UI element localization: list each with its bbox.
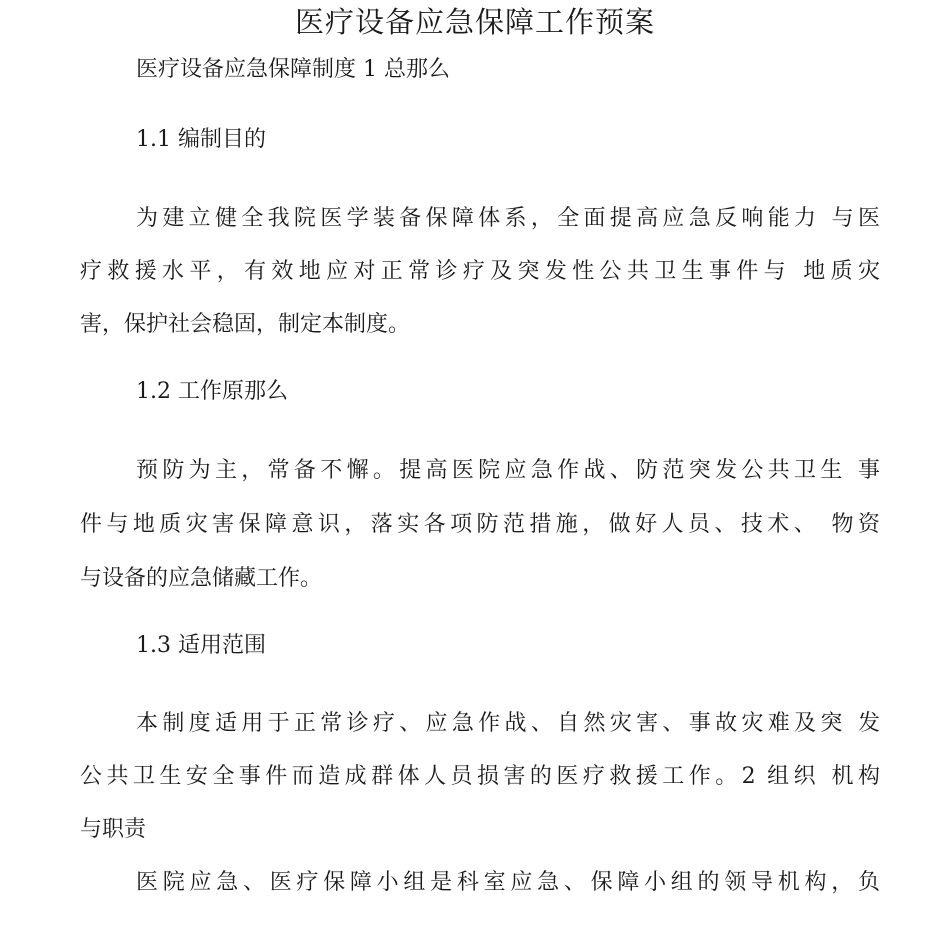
section-heading-1-2: 1.2 工作原那么 (136, 379, 288, 404)
paragraph-line: 为建立健全我院医学装备保障体系，全面提高应急反响能力 与医 (136, 206, 880, 231)
paragraph-line: 与设备的应急储藏工作。 (80, 566, 323, 591)
paragraph-line: 与职责 (80, 817, 147, 842)
section-heading-1-3: 1.3 适用范围 (136, 633, 266, 658)
paragraph-line: 件与地质灾害保障意识，落实各项防范措施，做好人员、技术、 物资 (80, 512, 880, 537)
paragraph-line: 本制度适用于正常诊疗、应急作战、自然灾害、事故灾难及突 发 (136, 711, 880, 736)
section-heading-1: 医疗设备应急保障制度 1 总那么 (136, 57, 450, 82)
section-heading-1-1: 1.1 编制目的 (136, 127, 266, 152)
paragraph-line: 疗救援水平，有效地应对正常诊疗及突发性公共卫生事件与 地质灾 (80, 259, 880, 284)
paragraph-line: 医院应急、医疗保障小组是科室应急、保障小组的领导机构，负 (136, 870, 880, 895)
document-title: 医疗设备应急保障工作预案 (294, 5, 655, 39)
paragraph-line: 害，保护社会稳固，制定本制度。 (80, 312, 411, 337)
paragraph-line: 预防为主，常备不懈。提高医院应急作战、防范突发公共卫生 事 (136, 458, 880, 483)
paragraph-line: 公共卫生安全事件而造成群体人员损害的医疗救援工作。2 组织 机构 (80, 764, 880, 789)
